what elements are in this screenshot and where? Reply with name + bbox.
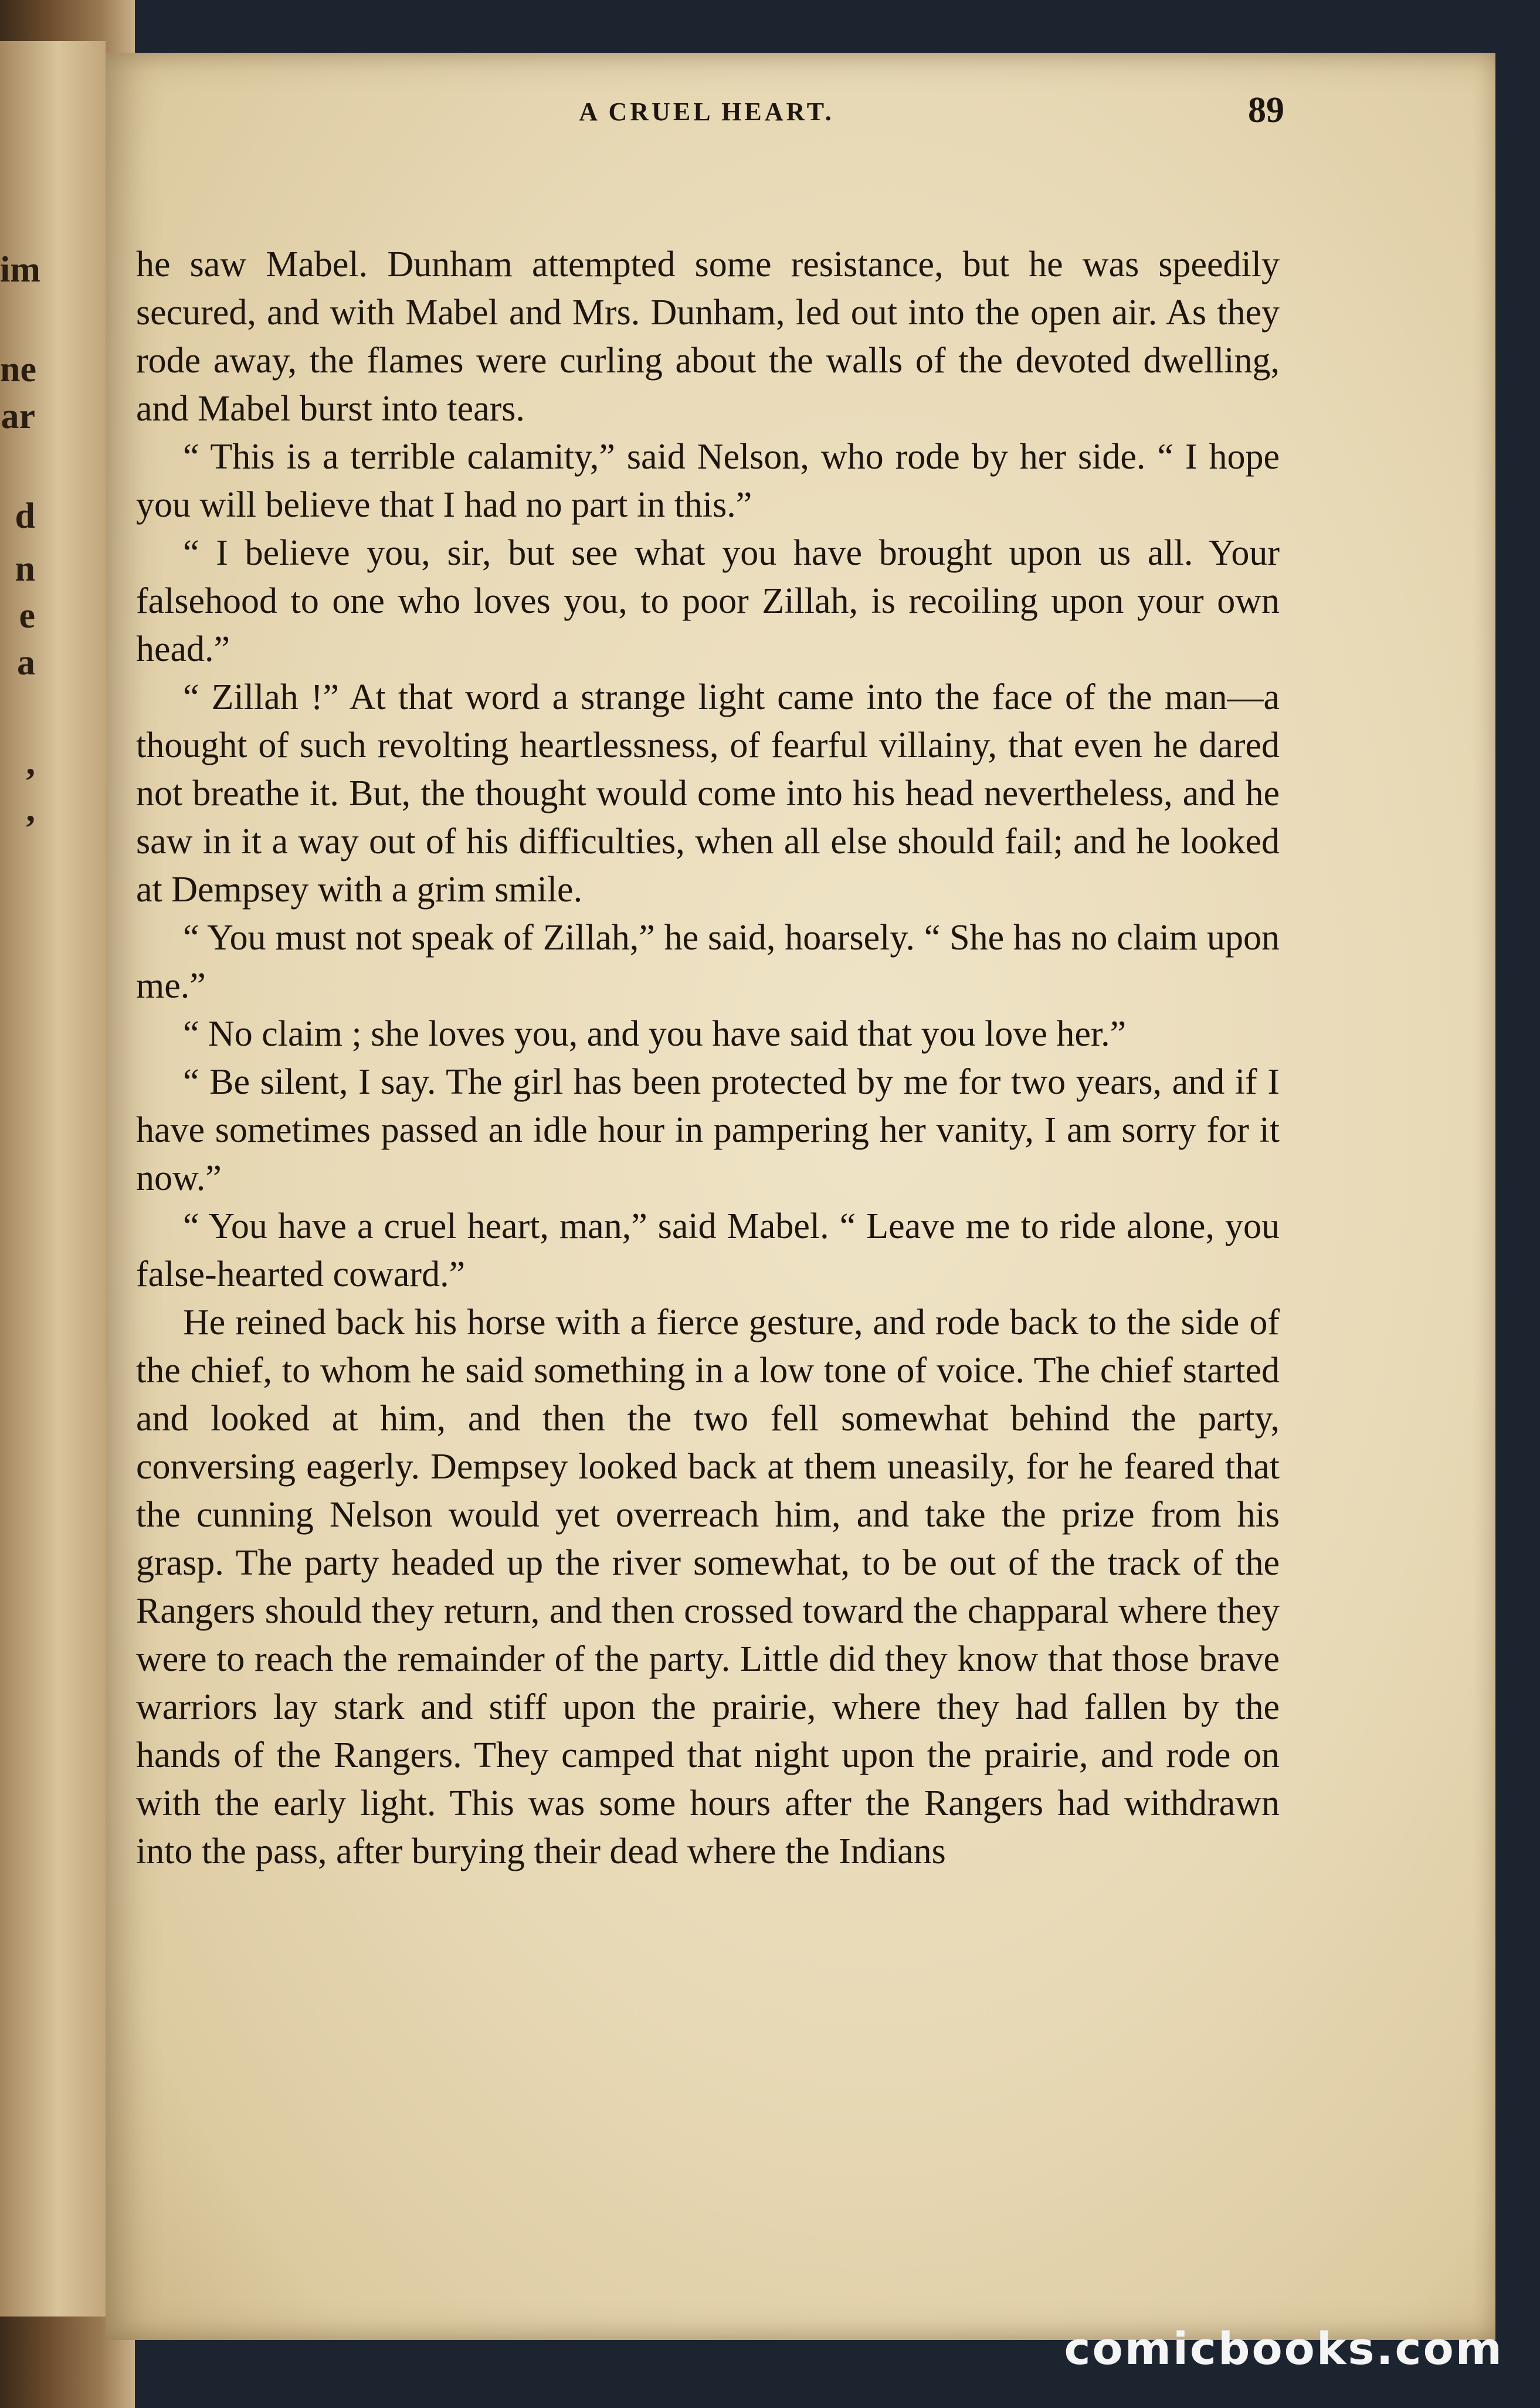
paragraph: “ You have a cruel heart, man,” said Mabel. “ Leave me to ride alone, you false-hearted coward.”: [136, 1206, 1280, 1294]
prev-page-fragment: n: [15, 549, 35, 589]
paragraph: he saw Mabel. Dunham attempted some resistance, but he was speedily secured, and with Mabel and Mrs. Dunham, led out into the open air. As they rode away, the flames were curling about the walls of the devoted dwelling, and Mabel burst into tears.: [136, 245, 1280, 429]
body-text: [136, 240, 1280, 1875]
paragraph: “ Be silent, I say. The girl has been protected by me for two years, and if I have sometimes passed an idle hour in pampering her vanity, I am sorry for it now.”: [136, 1062, 1280, 1198]
watermark: comicbooks.com: [1064, 2322, 1504, 2375]
prev-page-fragment: a: [17, 643, 35, 683]
prev-page-fragment: im: [0, 250, 40, 290]
paragraph: “ Zillah !” At that word a strange light came into the face of the man—a thought of such revolting heartlessness, of fearful villainy, that even he dared not breathe it. But, the thought would come into his head nevertheless, and he saw in it a way out of his difficulties, when all else should fail; and he looked at Dempsey with a grim smile.: [136, 677, 1280, 910]
paragraph: “ I believe you, sir, but see what you have brought upon us all. Your falsehood to one who loves you, to poor Zillah, is recoiling upon your own head.”: [136, 533, 1280, 669]
page-number: 89: [1248, 90, 1284, 130]
prev-page-fragment: d: [15, 496, 35, 536]
page-header: [129, 90, 1284, 150]
running-head: A CRUEL HEART.: [579, 97, 835, 126]
paragraph: “ No claim ; she loves you, and you have said that you love her.”: [183, 1014, 1127, 1054]
prev-page-fragment: ,: [26, 742, 35, 782]
prev-page-fragment: ne: [0, 350, 36, 389]
prev-page-fragment: ,: [26, 789, 35, 829]
paragraph: “ This is a terrible calamity,” said Nelson, who rode by her side. “ I hope you will believe that I had no part in this.”: [136, 437, 1280, 525]
paragraph: He reined back his horse with a fierce gesture, and rode back to the side of the chief, to whom he said something in a low tone of voice. The chief started and looked at him, and then the two fell somewhat behind the party, conversing eagerly. Dempsey looked back at them uneasily, for he feared that the cunning Nelson would yet overreach him, and take the prize from his grasp. The party headed up the river somewhat, to be out of the track of the Rangers should they return, and then crossed toward the chapparal where they were to reach the remainder of the party. Little did they know that those brave warriors lay stark and stiff upon the prairie, where they had fallen by the hands of the Rangers. They camped that night upon the prairie, and rode on with the early light. This was some hours after the Rangers had withdrawn into the pass, after burying their dead where the Indians: [136, 1303, 1280, 1871]
paragraph: “ You must not speak of Zillah,” he said, hoarsely. “ She has no claim upon me.”: [136, 918, 1280, 1006]
prev-page-fragment: e: [19, 596, 35, 636]
prev-page-fragment: ar: [1, 396, 35, 436]
previous-page-edge: [0, 41, 106, 2317]
